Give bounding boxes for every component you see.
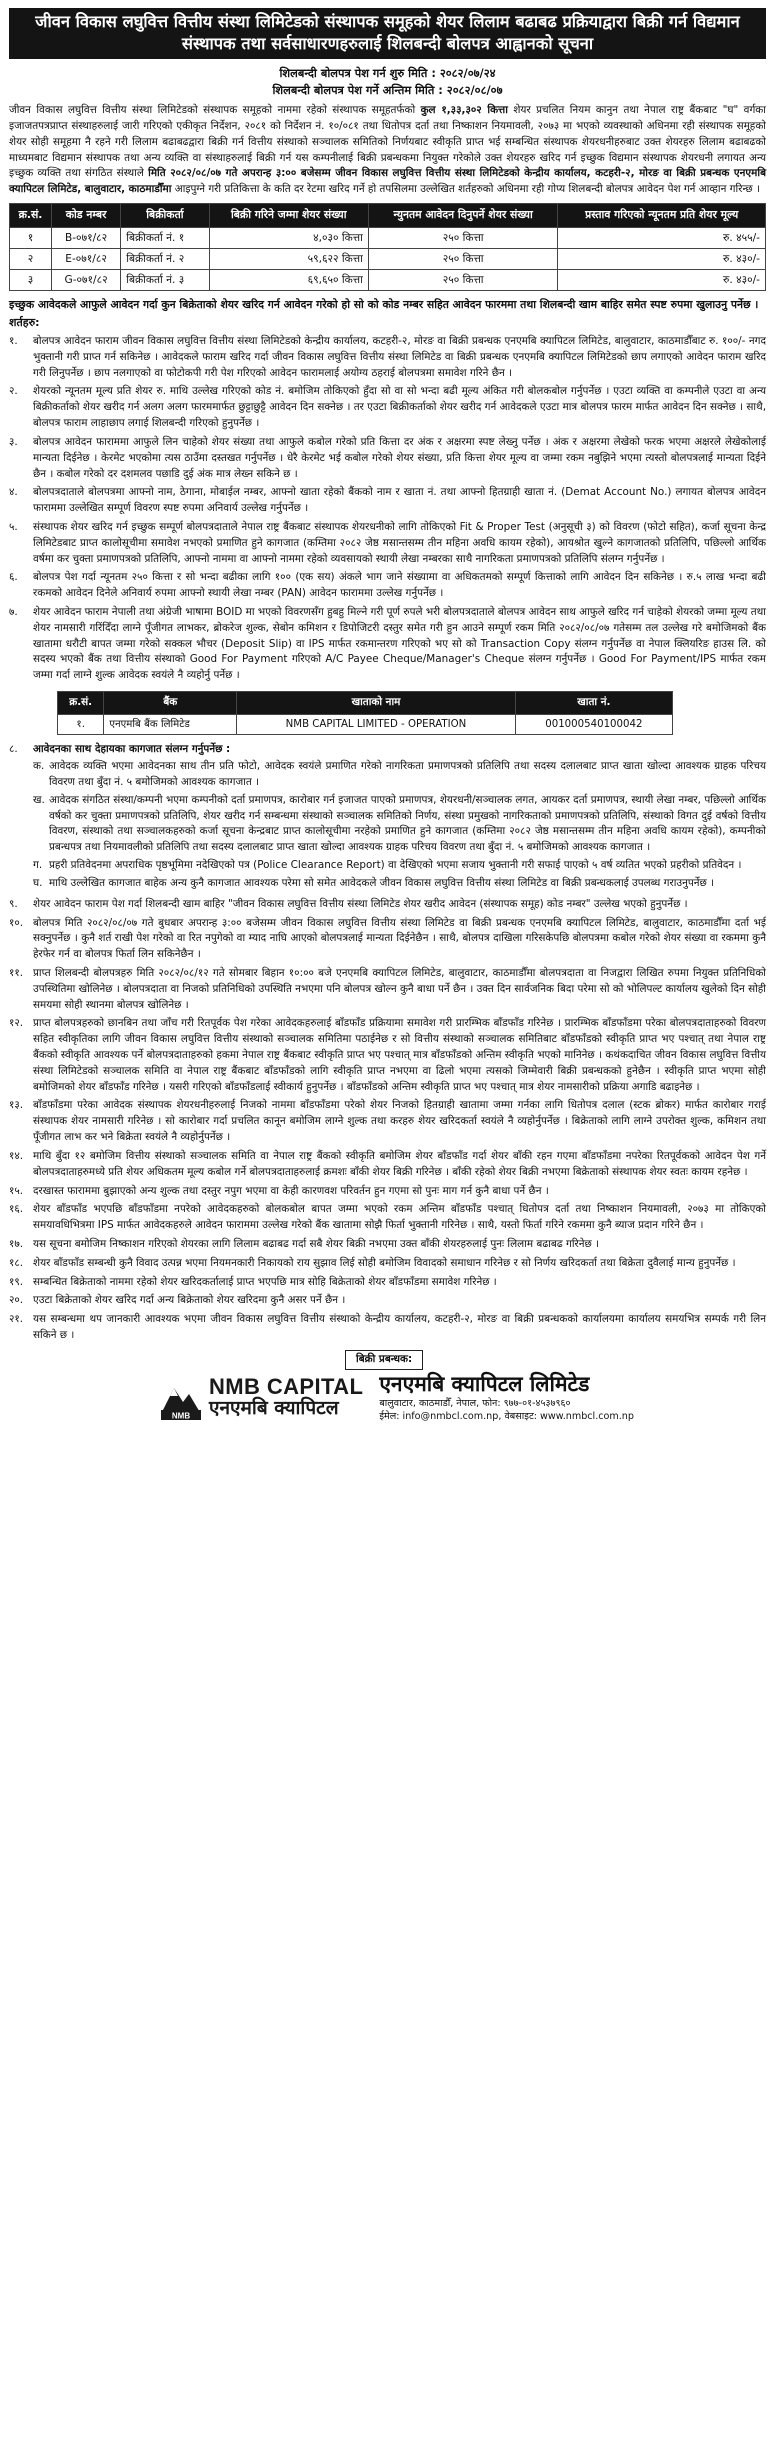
term-text-block — [33, 570, 766, 602]
term-number: ८. — [9, 743, 18, 756]
term-text: शेयर आवेदन फाराम पेश गर्दा शिलबन्दी खाम बाहिर "जीवन विकास लघुवित्त वित्तीय संस्था लिमिटेड शेयर खरीद आवेदन (संस्थापक समूह) कोड नम्बर" उल्लेख भएको हुनुपर्नेछ । — [33, 897, 688, 910]
bid-close-date: शिलबन्दी बोलपत्र पेश गर्ने अन्तिम मिति : २०८२/०८/०७ — [272, 83, 503, 98]
term-text-block — [33, 1202, 766, 1234]
notice-headline: जीवन विकास लघुवित्त वित्तीय संस्था लिमिटेडको संस्थापक समूहको शेयर लिलाम बढाबढ प्रक्रियाद्वारा बिक्री गर्न विद्यमान संस्थापक तथा सर्वसाधारणहरुलाई शिलबन्दी बोलपत्र आह्वानको सूचना — [9, 8, 766, 59]
term-number: १२. — [9, 1017, 24, 1030]
account-number: 001000540100042 — [515, 714, 672, 735]
nmb-capital-logo — [159, 1374, 363, 1420]
nmb-logo-icon — [159, 1374, 203, 1420]
row-serial: १. — [58, 714, 104, 735]
company-details — [379, 1370, 634, 1424]
row-serial: १ — [10, 227, 52, 248]
term-number: १. — [9, 335, 18, 348]
notice-footer — [9, 1350, 766, 1423]
table-row — [58, 714, 673, 735]
term-item — [9, 1275, 766, 1291]
term-sub-list — [33, 759, 766, 892]
term-text-block — [33, 1275, 766, 1291]
term-item — [9, 605, 766, 684]
intro-text: शेयर प्रचलित नियम कानुन तथा नेपाल राष्ट्र बैंकबाट "घ" वर्गका इजाजतपत्रप्राप्त संस्थाहरुलाई जारी गरिएको एकीकृत निर्देशन, २०८१ को निर्देशन नं. १०/०८१ तथा धितोपत्र दर्ता तथा निष्काशन नियमावली, २०७३ मा भएको व्यवस्थाको अधिनमा रही संस्थापक समूहको शेयर सोही समूहमा नै रहने गरी लिलाम बढाबढद्वारा बिक्री गर्न वित्तीय संस्थाको सञ्चालक समितिको निर्णयबाट स्वीकृति प्राप्त भई सम्बन्धित संस्थापक शेयरधनीहरुबाट उक्त शेयरहरु लिलाम बढाबढको माध्यमबाट विद्यमान संस्थापक तथा अन्य व्यक्ति वा संस्थाहरुलाई बिक्री गर्न यस कम्पनीलाई बिक्री प्रबन्धकमा नियुक्त गरेकोले उक्त शेयरहरु खरिद गर्न इच्छुक विद्यमान संस्थापक शेयरधनी लगायत अन्य इच्छुक व्यक्ति तथा संगठित संस्थाले — [9, 104, 766, 180]
logo-english-text: NMB CAPITAL — [209, 1374, 364, 1400]
sub-item-letter: घ. — [33, 876, 43, 889]
term-text: बोलपत्रदाताले बोलपत्रमा आफ्नो नाम, ठेगाना, मोबाईल नम्बर, आफ्नो खाता रहेको बैंकको नाम र खाता नं. तथा आफ्नो हितग्राही खाता नं. (Demat Account No.) लगायत बोलपत्र आवेदन फाराममा उल्लेखित सम्पूर्ण विवरण स्पष्ट रुपमा अनिवार्य उल्लेख गर्नुपर्नेछ । — [33, 486, 766, 515]
company-contact: ईमेल: info@nmbcl.com.np, वेबसाइट: www.nmbcl.com.np — [379, 1411, 634, 1423]
term-text: संस्थापक शेयर खरिद गर्न इच्छुक सम्पूर्ण बोलपत्रदाताले नेपाल राष्ट्र बैंकबाट संस्थापक शेयरधनीको लागि तोकिएको Fit & Proper Test (अनुसूची ३) को विवरण (फोटो सहित), कर्जा सूचना केन्द्र लिमिटेडबाट प्राप्त कालोसूचीमा समावेश नभएको प्रमाणित हुने कागजात (कम्तिमा २०८२ जेष्ठ मसान्तसम्म तीन महिना अवधि कायम रहेको), आयश्रोत खुल्ने कागजातको प्रतिलिपि, पछिल्लो आर्थिक वर्षमा कर चुक्ता प्रमाणपत्रको प्रतिलिपि, आफ्नो नाममा वा आफ्नो नाममा रहेको व्यवसायको स्थायी लेखा नम्बरका साथै नागरिकता प्रमाणपत्रको प्रतिलिपि संलग्न गर्नुपर्नेछ । — [33, 520, 766, 565]
sub-item-letter: ख. — [33, 793, 45, 806]
term-text-block — [33, 1098, 766, 1145]
term-number: १४. — [9, 1149, 24, 1162]
term-text-block — [33, 916, 766, 963]
term-item — [9, 1098, 766, 1145]
term-item — [9, 1149, 766, 1181]
terms-heading: शर्तहरु: — [9, 316, 40, 330]
minimum-application: २५० कित्ता — [368, 227, 558, 248]
term-text: प्राप्त शिलबन्दी बोलपत्रहरु मिति २०८२/०८/१२ गते सोमबार बिहान १०:०० बजे एनएमबि क्यापिटल लिमिटेड, बालुवाटार, काठमाडौँमा बोलपत्रदाता वा निजद्वारा लिखित रुपमा नियुक्त प्रतिनिधिको उपस्थितिमा खोलिनेछ । बोलपत्रदाता वा निजको प्रतिनिधिको उपस्थिति नभएमा पनि बोलपत्र खोल्न कुनै बाधा पर्ने छैन । उक्त दिन सार्वजनिक बिदा परेमा सो को भोलिपल्ट कार्यालय खुलेको दिन सोही समयमा सोही स्थानमा बोलपत्र खोलिनेछ । — [33, 966, 766, 1011]
total-shares: ६९,६५० कित्ता — [209, 269, 368, 290]
term-text: शेयर बाँडफाँड सम्बन्धी कुनै विवाद उत्पन्न भएमा नियमनकारी निकायको राय सुझाव लिई सोही बमोजिम विवादको समाधान गरिनेछ र सो निर्णय खरिदकर्ता तथा बिक्रेता दुवैलाई मान्य हुनुपर्नेछ । — [33, 1256, 736, 1269]
term-text-block — [33, 485, 766, 517]
sub-item — [33, 793, 766, 856]
seller-name: बिक्रीकर्ता नं. ३ — [121, 269, 209, 290]
sub-item-text: प्रहरी प्रतिवेदनमा अपराधिक पृष्ठभूमिमा नदेखिएको पत्र (Police Clearance Report) वा देखिएको भएमा सजाय भुक्तानी गरी सफाई पाएको ५ वर्ष व्यतित भएको प्रहरीको प्रतिवेदन । — [49, 859, 742, 872]
term-text-block — [33, 605, 766, 684]
column-header: क्र.सं. — [58, 692, 104, 715]
column-header: कोड नम्बर — [51, 204, 120, 228]
row-serial: २ — [10, 248, 52, 269]
term-text-block — [33, 384, 766, 431]
sub-item — [33, 759, 766, 791]
term-number: ६. — [9, 571, 18, 584]
intro-text: जीवन विकास लघुवित्त वित्तीय संस्था लिमिटेडको संस्थापक समूहको नाममा रहेको संस्थापक समूहतर्फको — [9, 104, 421, 117]
term-number: १८. — [9, 1256, 24, 1269]
terms-list — [9, 334, 766, 1344]
issue-manager-tag: बिक्री प्रबन्धक: — [345, 1350, 423, 1370]
term-number: २०. — [9, 1294, 24, 1307]
seller-code: G-०७१/८२ — [51, 269, 120, 290]
term-text: माथि बुँदा १२ बमोजिम वित्तीय संस्थाको सञ्चालक समिति वा नेपाल राष्ट्र बैंकको स्वीकृति बमोजिम शेयर बाँडफाँड गर्दा शेयर बाँकी रहन गएमा बाँडफाँडमा नपरेका रितपूर्वकको आवेदन पेश गर्ने बोलपत्रदाताहरुमध्ये प्रति शेयर अधिकतम मूल्य कबोल गर्ने बोलपत्रदाताहरुलाई क्रमशः बाँकी शेयर बिक्री गरिनेछ । बाँकी रहेको शेयर बिक्री नभएमा बिक्रेताको संस्थापक शेयर स्वतः कायम रहनेछ । — [33, 1149, 766, 1178]
term-text: यस सूचना बमोजिम निष्काशन गरिएको शेयरका लागि लिलाम बढाबढ गर्दा सबै शेयर बिक्री नभएमा उक्त बाँकी शेयरहरुलाई पुनः लिलाम बढाबढ गरिनेछ । — [33, 1237, 600, 1250]
term-number: १७. — [9, 1237, 24, 1250]
term-item — [9, 334, 766, 381]
term-text-block — [33, 1149, 766, 1181]
term-item — [9, 742, 766, 893]
share-sale-table — [9, 203, 766, 291]
term-item — [9, 1312, 766, 1344]
code-number-note: इच्छुक आवेदकले आफुले आवेदन गर्दा कुन बिक्रेताको शेयर खरिद गर्न आवेदन गरेको हो सो को कोड नम्बर सहित आवेदन फारममा तथा शिलबन्दी खाम बाहिर समेत स्पष्ट रुपमा खुलाउनु पर्नेछ । — [9, 297, 759, 311]
term-text: बोलपत्र मिति २०८२/०८/०७ गते बुधबार अपरान्ह ३:०० बजेसम्म जीवन विकास लघुवित्त वित्तीय संस्था लिमिटेड वा बिक्री प्रबन्धक एनएमबि क्यापिटल लिमिटेड, बालुवाटार, काठमाडौँमा दर्ता भई सक्नुपर्नेछ । कुनै शर्त राखी पेश गरेको वा रित नपुगेको वा म्याद नाघि आएको बोलपत्रलाई मान्यता दिईनेछैन । साथै, बोलपत्र दाखिला गरिसकेपछि बोलपत्रमा कबोल गरेको शेयर संख्या वा रकममा कुनै हेरफेर गर्न वा बोलपत्र फिर्ता लिन सकिनेछैन । — [33, 916, 766, 961]
term-text: यस सम्बन्धमा थप जानकारी आवश्यक भएमा जीवन विकास लघुवित्त वित्तीय संस्थाको केन्द्रीय कार्यालय, कटहरी-२, मोरङ वा बिक्री प्रबन्धकको कार्यालयमा कार्यालय समयभित्र सम्पर्क गरी लिन सकिने छ । — [33, 1313, 766, 1342]
term-number: ५. — [9, 520, 18, 533]
term-text: सम्बन्धित बिक्रेताको नाममा रहेको शेयर खरिदकर्तालाई प्राप्त भएपछि मात्र सोहि बिक्रेताको शेयर बाँडफाँडमा समावेश गरिनेछ । — [33, 1275, 497, 1288]
table-row — [10, 269, 766, 290]
term-text: प्राप्त बोलपत्रहरुको छानबिन तथा जाँच गरी रितपूर्वक पेश गरेका आवेदकहरुलाई बाँडफाँड प्रक्रियामा समावेश गरी प्रारम्भिक बाँडफाँड गरिनेछ । प्रारम्भिक बाँडफाँडमा परेका बोलपत्रदाताहरुको विवरण सहित स्वीकृतिका लागि जीवन विकास लघुवित्त वित्तीय संस्थाको सञ्चालक समितिमा पठाईनेछ र सो वित्तीय संस्थाको सञ्चालक समितिबाट बाँडफाँडको स्वीकृति प्राप्त भए पश्चात् तथा नेपाल राष्ट्र बैंकको स्वीकृति आवश्यक पर्ने बोलपत्रदाताहरुको हकमा नेपाल राष्ट्र बैंकबाट स्वीकृति प्राप्त भए पश्चात् मात्र बाँडफाँडको अन्तिम स्वीकृति भएको मानिनेछ । कथंकदाचित जीवन विकास लघुवित्त वित्तीय संस्था लिमिटेडको सञ्चालक समिति वा नेपाल राष्ट्र बैंकबाट बाँडफाँडको लागि स्वीकृति प्राप्त नभएमा वा ढिलो भएमा त्यसको जिम्मेवारी बिक्री प्रबन्धकको हुनेछैन । स्वीकृति प्राप्त भएमा सोही बमोजिमको शेयर बाँडफाँड गरिनेछ । यसरी गरिएको बाँडफाँडलाई स्वीकार्य हुनुपर्नेछ । बाँडफाँडको अन्तिम स्वीकृति प्राप्त भए पश्चात् मात्र शेयर नामसारीको प्रक्रिया अगाडि बढाइनेछ । — [33, 1017, 766, 1093]
term-text-block — [33, 1016, 766, 1095]
column-header: प्रस्ताव गरिएको न्यूनतम प्रति शेयर मूल्य — [558, 204, 766, 228]
term-text-block — [33, 966, 766, 1013]
bid-open-date: शिलबन्दी बोलपत्र पेश गर्न शुरु मिति : २०८२/०७/२४ — [279, 65, 496, 80]
intro-text: आइपुग्ने गरी प्रतिकित्ता के कति दर रेटमा खरिद गर्ने हो तपसिलमा उल्लेखित शर्तहरुको अधिनमा रही गोप्य शिलबन्दी बोलपत्र आवेदन पेश गर्न आव्हान गरिन्छ । — [171, 183, 760, 196]
bank-table-header — [58, 692, 673, 715]
term-item — [9, 1202, 766, 1234]
sub-item-text: आवेदक संगठित संस्था/कम्पनी भएमा कम्पनीको दर्ता प्रमाणपत्र, कारोबार गर्न इजाजत पाएको प्रमाणपत्र, शेयरधनी/सञ्चालक लगत, आयकर दर्ता प्रमाणपत्र, स्थायी लेखा नम्बर, पछिल्लो आर्थिक वर्षको कर चुक्ता प्रमाणपत्रको प्रतिलिपि, शेयर खरीद गर्न सम्बन्धमा संस्थाको सञ्चालक समितिको निर्णय, संस्था प्रमुखको नागरिकताको प्रमाणपत्रको प्रतिलिपि, संस्थाको विगत दुई वर्षको वित्तीय विवरण, संस्थाको तथा सञ्चालकहरुको कर्जा सूचना केन्द्रबाट प्राप्त कालोसूचीमा नरहेको प्रमाणित हुने कागजात (कम्तिमा २०८२ जेष्ठ मसान्तसम्म तीन महिना अवधि कायम रहेको), कम्पनीको प्रबन्धपत्र तथा नियमावलीको प्रतिलिपि तथा सदस्य दलालबाट प्राप्त खाता खोल्दा आवश्यक ग्राहक परिचय विवरण तथा बुँदा नं. ५ बमोजिमको आवश्यक कागजात । — [49, 793, 766, 854]
term-text-block — [33, 1256, 766, 1272]
term-text: बोलपत्र पेश गर्दा न्यूनतम २५० कित्ता र सो भन्दा बढीका लागि १०० (एक सय) अंकले भाग जाने संख्यामा वा अधिकतमको सम्पूर्ण कित्ताको लागि आवेदन दिन सकिनेछ । रु.५ लाख भन्दा बढी रकमको आवेदन दिनेले अनिवार्य रुपमा आफ्नो स्थायी लेखा नम्बर (PAN) आवेदन फाराममा उल्लेख गर्नुपर्नेछ । — [33, 571, 766, 600]
term-item — [9, 897, 766, 913]
sub-item — [33, 858, 766, 874]
column-header: बिक्रीकर्ता — [121, 204, 209, 228]
seller-name: बिक्रीकर्ता नं. १ — [121, 227, 209, 248]
term-text: शेयर आवेदन फाराम नेपाली तथा अंग्रेजी भाषामा BOID मा भएको विवरणसँग हुबहु मिल्ने गरी पूर्ण रुपले भरी बोलपत्रदाताले बोलपत्र आवेदन साथ आफुले खरिद गर्न चाहेको शेयरको जम्मा मूल्य तथा शेयर नामसारी गरिंदिँदा लाग्ने पूँजीगत लाभकर, ब्रोकरेज शुल्क, सेबोन कमिशन र डिपोजिटरी दस्तुर समेत गरी हुन आउने सम्पूर्ण रकम मिति २०८२/०८/०७ गतेसम्म तल उल्लेख गरे बमोजिमको बैंक खातामा धरौटी बापत जम्मा गरेको सक्कल भौचर (Deposit Slip) वा IPS मार्फत रकमान्तरण गरिएको भए सो को Transaction Copy संलग्न गर्नुपर्नेछ वा नेपाल क्लियरिङ हाउस लि. को सदस्य भएको बैंक तथा वित्तीय संस्थाको Good For Payment गरिएको A/C Payee Cheque/Manager's Cheque संलग्न गर्नुपर्नेछ । Good For Payment/IPS मार्फत रकम जम्मा गर्दा लाग्ने शुल्क आवेदक स्वयंले नै व्यहोर्नु पर्नेछ । — [33, 606, 766, 682]
intro-emphasis: मिति २०८२/०८/०७ गते अपरान्ह ३:०० बजेसम्म जीवन विकास लघुवित्त वित्तीय संस्था लिमिटेडको केन्द्रीय कार्यालय, कटहरी-२, मोरङ वा बिक्री प्रबन्धक एनएमबि क्यापिटल लिमिटेड, बालुवाटार, काठमाडौँमा — [9, 167, 766, 196]
column-header: न्युनतम आवेदन दिनुपर्ने शेयर संख्या — [368, 204, 558, 228]
term-text-block — [33, 1293, 766, 1309]
term-number: ३. — [9, 435, 18, 448]
term-text: शेयरको न्यूनतम मूल्य प्रति शेयर रु. माथि उल्लेख गरिएको कोड नं. बमोजिम तोकिएको हुँदा सो वा सो भन्दा बढी मूल्य अंकित गरी बोलकबोल गर्नुपर्नेछ । एउटा व्यक्ति वा कम्पनीले एउटा वा अन्य बिक्रीकर्ताको शेयर खरीद गर्न अलग अलग फारममार्फत छुट्टाछुट्टै आवेदन दिन सक्नेछ । तर एउटा बिक्रीकर्ताको शेयर खरीद गर्न आवेदकले एउटा मात्र बोलपत्र फारम मार्फत आवेदन दिन सक्नेछ । साथै, बोलपत्र फाराम लाहाछाप लगाई शिलबन्दी गरिएको हुनुपर्नेछ । — [33, 385, 766, 430]
seller-code: E-०७१/८२ — [51, 248, 120, 269]
term-text-block — [33, 1237, 766, 1253]
notice-page — [9, 8, 766, 1423]
minimum-price: रु. ४३०/- — [558, 248, 766, 269]
term-text: दरखास्त फाराममा बुझाएको अन्य शुल्क तथा दस्तुर नपुग भएमा वा केही कारणवश परिवर्तन हुन गएमा सो पुनः माग गर्न कुनै बाधा पर्ने छैन । — [33, 1184, 549, 1197]
bank-account-table — [57, 691, 673, 735]
bid-dates — [9, 65, 766, 99]
term-item — [9, 1293, 766, 1309]
seller-name: बिक्रीकर्ता नं. २ — [121, 248, 209, 269]
term-number: २. — [9, 385, 18, 398]
bank-account-row — [9, 687, 766, 739]
term-number: ९. — [9, 897, 18, 910]
sub-item-letter: ग. — [33, 859, 43, 872]
row-serial: ३ — [10, 269, 52, 290]
company-name: एनएमबि क्यापिटल लिमिटेड — [379, 1371, 590, 1396]
term-number: २१. — [9, 1313, 24, 1326]
logo-nepali-text: एनएमबि क्यापिटल — [209, 1396, 339, 1419]
sub-item — [33, 876, 766, 892]
sub-item-text: माथि उल्लेखित कागजात बाहेक अन्य कुनै कागजात आवश्यक परेमा सो समेत आवेदकले जीवन विकास लघुवित्त वित्तीय संस्था लिमिटेड वा बिक्री प्रबन्धकलाई उपलब्ध गराउनुपर्नेछ । — [49, 876, 715, 889]
total-shares: ५९,६२२ कित्ता — [209, 248, 368, 269]
logo-badge-text: NMB — [171, 1411, 191, 1420]
term-item — [9, 966, 766, 1013]
term-text-block — [33, 435, 766, 482]
column-header: खाताको नाम — [237, 692, 515, 715]
sub-item-text: आवेदक व्यक्ति भएमा आवेदनका साथ तीन प्रति फोटो, आवेदक स्वयंले प्रमाणित गरेको नागरिकता प्रमाणपत्रको प्रतिलिपि तथा सदस्य दलालबाट प्राप्त खाता खोल्दा आवश्यक ग्राहक परिचय विवरण तथा बुँदा नं. ५ बमोजिमको आवश्यक कागजात । — [49, 760, 766, 789]
term-text: बाँडफाँडमा परेका आवेदक संस्थापक शेयरधनीहरुलाई निजको नाममा बाँडफाँडमा परेको शेयर निजको हितग्राही खातामा जम्मा गर्नका लागि धितोपत्र दलाल (स्टक ब्रोकर) मार्फत कारोबार गराई संस्थापक शेयर नामसारी गरिनेछ । सो कारोबार गर्दा प्रचलित कानून बमोजिम लाग्ने शुल्क तथा करहरु शेयर खरिदकर्ता स्वयंले नै व्यहोर्नुपर्नेछ । बिक्रेताको लागि लाग्ने उपरोक्त शुल्क, कमिशन तथा पूँजीगत लाभ कर भने बिक्रेता स्वयंले नै व्यहोर्नुपर्नेछ । — [33, 1099, 766, 1144]
term-text: शेयर बाँडफाँड भएपछि बाँडफाँडमा नपरेको आवेदकहरुको बोलकबोल बापत जम्मा भएको रकम अन्तिम बाँडफाँड पश्चात् धितोपत्र दर्ता तथा निष्काशन नियमावली, २०७३ मा तोकिएको समयावधिभित्रमा IPS मार्फत आवेदकहरुले आवेदन फाराममा उल्लेख गरेको बैंक खातामा सोझै फिर्ता भुक्तानी गरिनेछ । साथै, यस्तो फिर्ता गरिने रकममा कुनै ब्याज प्रदान गरिने छैन । — [33, 1203, 766, 1232]
column-header: बिक्री गरिने जम्मा शेयर संख्या — [209, 204, 368, 228]
term-text-block — [33, 742, 766, 893]
minimum-application: २५० कित्ता — [368, 248, 558, 269]
term-number: ११. — [9, 966, 24, 979]
table-row — [10, 227, 766, 248]
term-text-block — [33, 897, 766, 913]
term-text-block — [33, 1184, 766, 1200]
intro-paragraph — [9, 103, 766, 198]
minimum-price: रु. ४५५/- — [558, 227, 766, 248]
minimum-price: रु. ४३०/- — [558, 269, 766, 290]
column-header: क्र.सं. — [10, 204, 52, 228]
term-number: ७. — [9, 606, 18, 619]
term-text: बोलपत्र आवेदन फाराम जीवन विकास लघुवित्त वित्तीय संस्था लिमिटेडको केन्द्रीय कार्यालय, कटहरी-२, मोरङ वा बिक्री प्रबन्धक एनएमबि क्यापिटल लिमिटेड, बालुवाटार, काठमाडौँबाट रु. १००/- नगद भुक्तानी गरी प्राप्त गर्न सकिनेछ । आवेदकले फाराम खरिद गर्दा जीवन विकास लघुवित्त वित्तीय संस्था लिमिटेड वा बिक्री प्रबन्धक एनएमबि क्यापिटल लिमिटेडको छाप लगाएको आवेदन फाराम खरिद गरी लिनुपर्नेछ । छाप नलगाएको वा फोटोकपी गरी पेश गरिएको आवेदन फारामलाई अयोग्य ठहराई बोलपत्रमा समावेश गरिने छैन । — [33, 335, 766, 379]
term-text: आवेदनका साथ देहायका कागजात संलग्न गर्नुपर्नेछ : — [33, 743, 231, 756]
term-item — [9, 916, 766, 963]
total-shares: ४,०३० कित्ता — [209, 227, 368, 248]
term-item — [9, 520, 766, 567]
term-text-block — [33, 1312, 766, 1344]
term-item — [9, 1184, 766, 1200]
term-item — [9, 435, 766, 482]
term-number: १९. — [9, 1275, 24, 1288]
intro-emphasis: कुल १,३३,३०२ कित्ता — [420, 104, 508, 117]
share-sale-table-header — [10, 204, 766, 228]
seller-code: B-०७१/८२ — [51, 227, 120, 248]
account-name: NMB CAPITAL LIMITED - OPERATION — [237, 714, 515, 735]
minimum-application: २५० कित्ता — [368, 269, 558, 290]
column-header: बैंक — [104, 692, 237, 715]
term-item — [9, 570, 766, 602]
term-item — [9, 1237, 766, 1253]
term-number: ४. — [9, 486, 18, 499]
term-text: एउटा बिक्रेताको शेयर खरिद गर्दा अन्य बिक्रेताको शेयर खरिदमा कुनै असर पर्ने छैन । — [33, 1294, 346, 1307]
term-text-block — [33, 334, 766, 381]
column-header: खाता नं. — [515, 692, 672, 715]
sub-item-letter: क. — [33, 760, 45, 773]
table-row — [10, 248, 766, 269]
company-address: बालुवाटार, काठमाडौँ, नेपाल, फोन: ९७७-०१-४५३७९६० — [379, 1398, 571, 1410]
bank-name: एनएमबि बैंक लिमिटेड — [104, 714, 237, 735]
term-item — [9, 485, 766, 517]
term-item — [9, 384, 766, 431]
term-text-block — [33, 520, 766, 567]
term-number: १३. — [9, 1099, 24, 1112]
term-number: १०. — [9, 916, 24, 929]
term-number: १५. — [9, 1184, 24, 1197]
term-item — [9, 1256, 766, 1272]
term-text: बोलपत्र आवेदन फाराममा आफुले लिन चाहेको शेयर संख्या तथा आफुले कबोल गरेको प्रति कित्ता दर अंक र अक्षरमा स्पष्ट लेख्नु पर्नेछ । अंक र अक्षरमा लेखेको फरक भएमा अक्षरले लेखेकोलाई मान्यता दिईनेछ । केरमेट भएकोमा त्यस ठाउँमा दस्तखत गर्नुपर्नेछ । धेरै केरमेट भई कबोल गरेको शेयर संख्या, प्रति कित्ता शेयर मूल्य वा जम्मा रकम नबुझिने भएमा त्यस्तो बोलपत्रलाई मान्यता दिईने छैन । कबोल गरेको दर दशमलव पछाडि दुई अंक मात्र लेख्न सकिने छ । — [33, 435, 766, 480]
term-number: १६. — [9, 1203, 24, 1216]
term-item — [9, 1016, 766, 1095]
